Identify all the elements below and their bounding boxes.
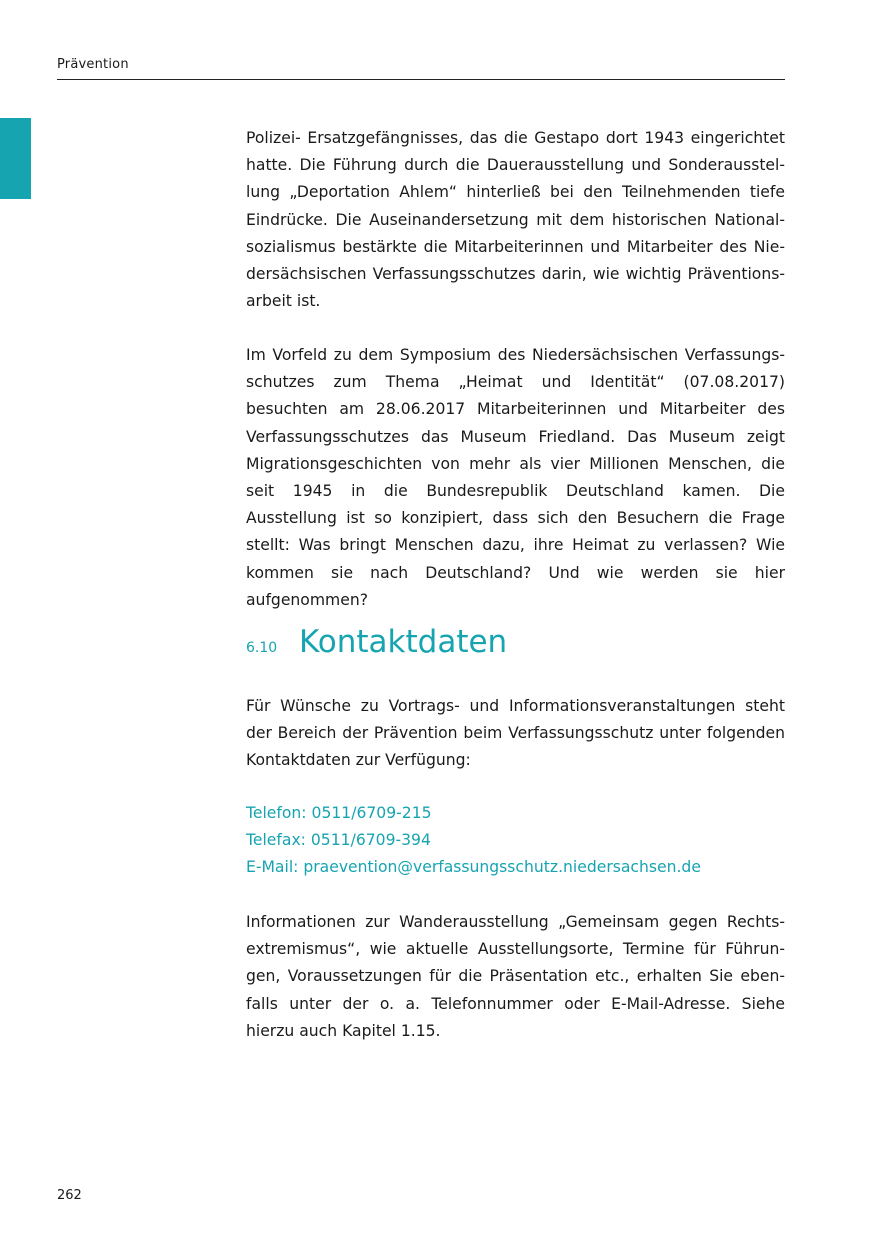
body-paragraph-3 bbox=[246, 693, 785, 775]
section-heading bbox=[246, 624, 507, 670]
email-link[interactable]: E-Mail: praevention@verfassungsschutz.niedersachsen.de bbox=[246, 858, 701, 877]
chapter-tab-marker bbox=[0, 118, 31, 199]
contact-block bbox=[246, 800, 785, 882]
phone-line: Telefon: 0511/6709-215 bbox=[246, 804, 432, 822]
header-rule bbox=[57, 79, 785, 80]
paragraph-text: Polizei- Ersatzgefängnisses, das die Gestapo dort 1943 eingerichtet hatte. Die Führung durch die Dauerausstellung und Sonderausstellung „Deportation Ahlem“ hinterließ bei den Teilnehmenden tiefe Eindrücke. Die Auseinandersetzung mit dem historischen Nationalsozialismus bestärkte die Mitarbeiterinnen und Mitarbeiter des Niedersächsischen Verfassungsschutzes darin, wie wichtig Präventionsarbeit ist. bbox=[246, 129, 785, 311]
section-number: 6.10 bbox=[246, 640, 278, 656]
body-paragraph-2 bbox=[246, 342, 785, 614]
body-paragraph-4 bbox=[246, 909, 785, 1045]
paragraph-text: Im Vorfeld zu dem Symposium des Niedersächsischen Verfassungsschutzes zum Thema „Heimat und Identität“ (07.08.2017) besuchten am 28.06.2017 Mitarbeiterinnen und Mitarbeiter des Verfassungsschutzes das Museum Friedland. Das Museum zeigt Migrationsgeschichten von mehr als vier Millionen Menschen, die seit 1945 in die Bundesrepublik Deutschland kamen. Die Ausstellung ist so konzipiert, dass sich den Besuchern die Frage stellt: Was bringt Menschen dazu, ihre Heimat zu verlassen? Wie kommen sie nach Deutschland? Und wie werden sie hier aufgenommen? bbox=[246, 346, 785, 609]
section-title: Kontaktdaten bbox=[299, 624, 508, 660]
fax-line: Telefax: 0511/6709-394 bbox=[246, 831, 431, 850]
page-number: 262 bbox=[57, 1188, 82, 1203]
paragraph-text: Informationen zur Wanderausstellung „Gemeinsam gegen Rechtsextremismus“, wie aktuelle Ausstellungsorte, Termine für Führungen, Voraussetzungen für die Präsentation etc., erhalten Sie ebenfalls unter der o. a. Telefonnummer oder E-Mail-Adresse. Siehe hierzu auch Kapitel 1.15. bbox=[246, 913, 785, 1040]
running-head: Prävention bbox=[57, 57, 129, 72]
paragraph-text: Für Wünsche zu Vortrags- und Informationsveranstaltungen steht der Bereich der Prävention beim Verfassungsschutz unter folgenden Kontaktdaten zur Verfügung: bbox=[246, 697, 785, 770]
body-paragraph-1 bbox=[246, 125, 785, 315]
